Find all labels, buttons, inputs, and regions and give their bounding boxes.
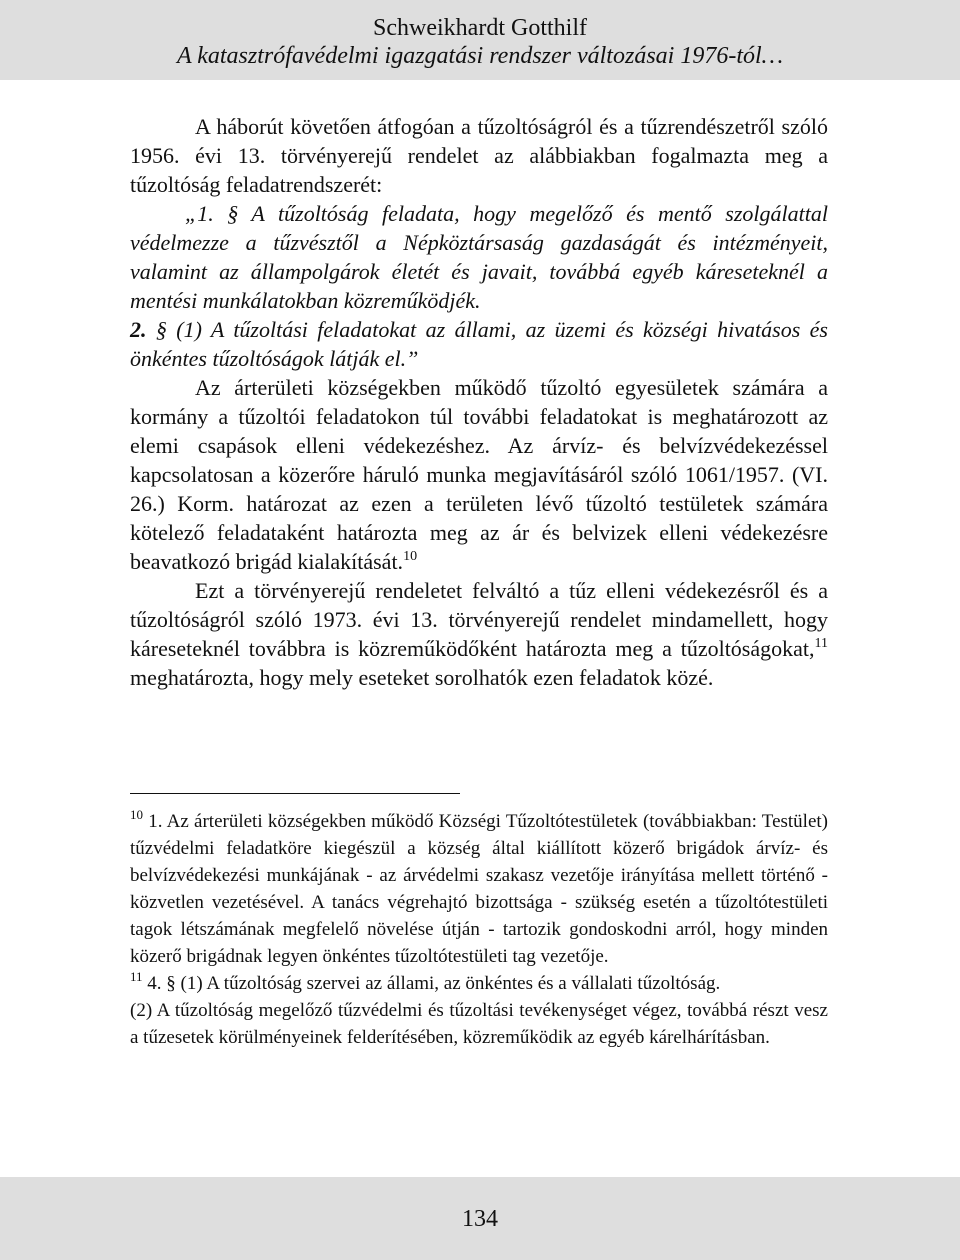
paragraph-1973 <box>130 576 828 692</box>
footnote-11-number: 11 <box>130 969 143 984</box>
footnote-10-text: 1. Az árterületi községekben működő Községi Tűzoltótestületek (továbbiakban: Testület) tűzvédelmi feladatköre kiegészül a község által kiállított közerő brigádok árvíz- és belvízvédekezési munkájának - az árvédelmi szakasz vezetője irányítása mellett történő - közvetlen vezetésével. A tanács végrehajtó bizottsága - szükség esetén a tűzoltótestületi tagok létszámának megfelelő növelése útján - tartozik gondoskodni arról, hogy minden közerő brigádnak legyen önkéntes tűzoltótestületi tag vezetője. <box>130 811 828 967</box>
quote-section-2 <box>130 315 828 373</box>
paragraph-intro: A háborút követően átfogóan a tűzoltóságról és a tűzrendészetről szóló 1956. évi 13. törvényerejű rendelet az alábbiakban fogalmazta meg a tűzoltóság feladatrendszerét: <box>130 114 828 197</box>
footnote-11-text: 4. § (1) A tűzoltóság szervei az állami, az önkéntes és a vállalati tűzoltóság. <box>142 973 721 994</box>
footnote-11 <box>130 970 828 997</box>
header-author: Schweikhardt Gotthilf <box>373 15 587 41</box>
paragraph-1973-text-b: meghatározta, hogy mely eseteket sorolhatók ezen feladatok közé. <box>130 665 714 690</box>
footnote-11-part-2: (2) A tűzoltóság megelőző tűzvédelmi és tűzoltási tevékenységet végez, továbbá részt vesz a tűzesetek körülményeinek felderítésében, közreműködik az egyéb kárelhárításban. <box>130 1000 828 1048</box>
footnote-ref-11[interactable]: 11 <box>814 636 828 651</box>
quote-section-2-text: § (1) A tűzoltási feladatokat az állami, az üzemi és községi hivatásos és önkéntes tűzoltóságok látják el.” <box>130 317 828 371</box>
footnote-10 <box>130 808 828 970</box>
paragraph-floods-text: Az árterületi községekben működő tűzoltó egyesületek számára a kormány a tűzoltói feladatokon túl további feladatokat is meghatározott az elemi csapások elleni védekezéshez. Az árvíz- és belvízvédekezéssel kapcsolatosan a közerőre háruló munka megjavításáról szóló 1061/1957. (VI. 26.) Korm. határozat az ezen a területen lévő tűzoltó testületek számára kötelező feladataként határozta meg az ár és belvizek elleni védekezésre beavatkozó brigád kialakítását. <box>130 375 828 574</box>
paragraph-1973-text-a: Ezt a törvényerejű rendeletet felváltó a tűz elleni védekezésről és a tűzoltóságról szóló 1973. évi 13. törvényerejű rendelet mindamellett, hogy káreseteknél továbbra is közreműködőként határozta meg a tűzoltóságokat, <box>130 578 828 661</box>
main-text <box>130 112 828 692</box>
page-footer <box>0 1177 960 1260</box>
page-header <box>0 0 960 80</box>
quote-section-2-number: 2. <box>130 317 147 342</box>
footnote-separator <box>130 793 460 794</box>
quote-section-1: „1. § A tűzoltóság feladata, hogy megelőző és mentő szolgálattal védelmezze a tűzvésztől a Népköztársaság gazdaságát és intézményeit, valamint az állampolgárok életét és javait, továbbá egyéb káreseteknél a mentési munkálatokban közreműködjék. <box>130 201 828 313</box>
footnotes <box>130 808 828 1051</box>
footnote-10-number: 10 <box>130 807 143 822</box>
page-number: 134 <box>462 1206 498 1232</box>
footnote-ref-10[interactable]: 10 <box>403 549 418 564</box>
paragraph-floods <box>130 373 828 576</box>
header-title: A katasztrófavédelmi igazgatási rendszer változásai 1976-tól… <box>177 43 783 69</box>
